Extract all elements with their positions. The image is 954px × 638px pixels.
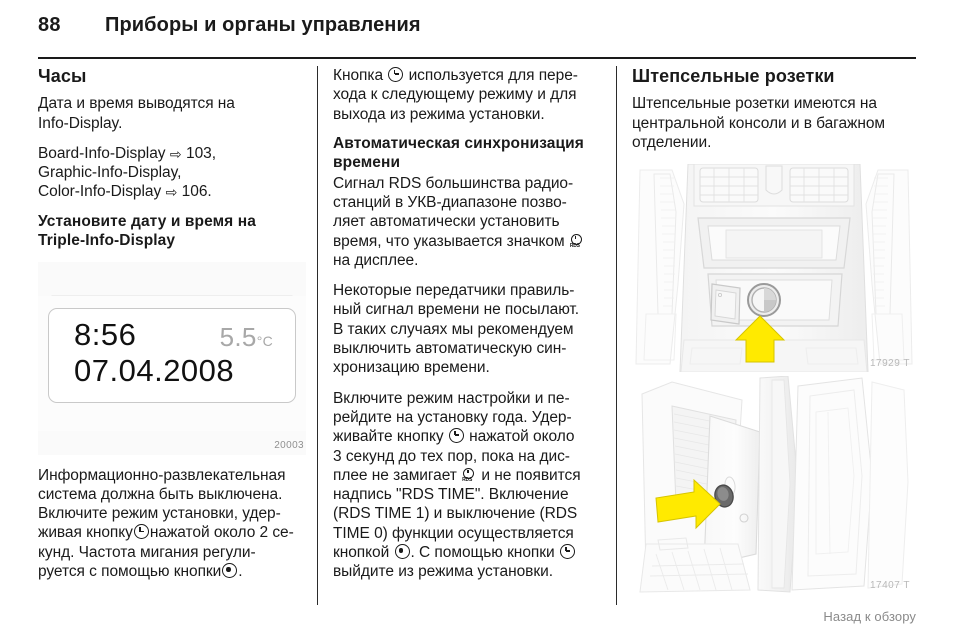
text-line: Установите дату и время на [38, 212, 256, 230]
paragraph-button-usage [333, 66, 601, 124]
text-line: Штепсельные розетки имеются на [632, 95, 877, 113]
text-line: В таких случаях мы рекомендуем [333, 320, 574, 338]
text-line: плее не замигает [333, 466, 457, 484]
text-line: Автоматическая синхронизация [333, 134, 584, 152]
text-line: руется с помощью кнопки [38, 563, 222, 581]
paragraph-transmitter-warning [333, 281, 601, 377]
text-line: время, что указывается значком [333, 232, 565, 250]
column-left [38, 66, 306, 581]
figure-reference-number: 17407 T [869, 580, 910, 592]
rds-clock-symbol-icon [462, 468, 476, 484]
clock-button-icon [449, 428, 464, 443]
section-heading-power-sockets: Штепсельные розетки [632, 66, 835, 86]
text-line: центральной консоли и в багажном [632, 114, 886, 132]
column-middle [333, 66, 601, 582]
column-divider-left [317, 66, 318, 605]
clock-display-panel [48, 308, 296, 403]
paragraph-display-references [38, 144, 306, 202]
text-line: Некоторые передатчики правиль- [333, 282, 575, 300]
text-line: 106. [181, 183, 212, 201]
text-line: выхода из режима установки. [333, 105, 545, 123]
text-line: нажатой около 2 се- [149, 524, 294, 542]
text-line: на дисплее. [333, 251, 419, 269]
paragraph-clock-intro [38, 94, 306, 133]
text-line: Triple-Info-Display [38, 231, 176, 249]
text-line: хода к следующему режиму и для [333, 86, 577, 104]
page-title: Приборы и органы управления [105, 14, 421, 36]
section-heading-clock: Часы [38, 66, 87, 86]
figure-center-console-socket [632, 164, 916, 372]
text-line: используется для пере- [408, 67, 578, 84]
text-line: выйдите из режима установки. [333, 563, 553, 581]
text-line: Информационно-развлекательная [38, 466, 286, 484]
dimmer-button-icon [395, 544, 410, 559]
text-line: Кнопка [333, 67, 384, 84]
text-line: времени [333, 153, 401, 171]
text-line: Color-Info-Display [38, 183, 162, 201]
page-reference-arrow-icon: ⇨ [165, 184, 178, 201]
paragraph-setting-instructions [38, 466, 306, 582]
page-header [38, 14, 916, 56]
figure-luggage-compartment-socket [632, 376, 916, 594]
clock-button-icon [134, 524, 149, 539]
column-divider-right [616, 66, 617, 605]
column-right [632, 66, 916, 594]
text-line: нажатой около [469, 428, 575, 446]
rds-symbol-label: RDS [569, 242, 580, 249]
text-line: TIME 0) функции осуществляется [333, 524, 574, 542]
text-line: 103, [186, 144, 216, 162]
clock-date-value: 07.04.2008 [74, 352, 235, 388]
text-line: Graphic-Info-Display, [38, 164, 182, 182]
text-line: . [238, 563, 243, 581]
figure-clock-display [38, 262, 306, 455]
figure-reference-number: 17929 T [869, 358, 910, 370]
subheading-set-date-time [38, 213, 306, 251]
text-line: живая кнопку [38, 524, 133, 542]
text-line: Board-Info-Display [38, 144, 166, 162]
text-line: отделении. [632, 133, 712, 151]
text-line: Info-Display. [38, 114, 123, 132]
text-line: Дата и время выводятся на [38, 95, 235, 113]
subheading-auto-time-sync [333, 135, 601, 173]
text-line: (RDS TIME 1) и выключение (RDS [333, 505, 578, 523]
dimmer-button-icon [222, 563, 237, 578]
text-line: система должна быть выключена. [38, 485, 283, 503]
rds-symbol-label: RDS [462, 476, 473, 483]
paragraph-rds-signal [333, 174, 601, 270]
text-line: ный сигнал времени не посылают. [333, 301, 580, 319]
text-line: и не появится [481, 466, 581, 484]
rds-clock-symbol-icon [570, 234, 584, 250]
figure-reference-number: 20003 [274, 439, 304, 451]
header-divider-rule [38, 57, 916, 59]
page-reference-arrow-icon: ⇨ [169, 145, 182, 162]
text-line: рейдите на установку года. Удер- [333, 408, 572, 426]
temperature-number: 5.5 [219, 321, 257, 352]
clock-button-icon [560, 544, 575, 559]
text-line: живайте кнопку [333, 428, 444, 446]
clock-temperature-value [220, 322, 273, 353]
center-console-illustration [632, 164, 916, 372]
luggage-compartment-illustration [632, 376, 916, 594]
clock-button-icon [388, 67, 403, 82]
text-line: станций в УКВ-диапазоне позво- [333, 194, 567, 211]
back-to-overview-link[interactable]: Назад к обзору [823, 609, 916, 624]
text-line: надпись "RDS TIME". Включение [333, 486, 569, 504]
paragraph-rds-time-procedure [333, 389, 601, 582]
text-line: кнопкой [333, 544, 390, 562]
temperature-unit: °C [256, 332, 273, 349]
text-line: 3 секунд до тех пор, пока на дис- [333, 447, 570, 465]
page-number: 88 [38, 14, 61, 36]
text-line: ляет автоматически установить [333, 213, 560, 231]
text-line: выключить автоматическую син- [333, 340, 567, 358]
clock-time-value: 8:56 [74, 316, 137, 352]
text-line: кунд. Частота мигания регули- [38, 543, 256, 561]
text-line: хронизацию времени. [333, 359, 490, 377]
text-line: Сигнал RDS большинства радио- [333, 174, 574, 192]
text-line: Включите режим установки, удер- [38, 505, 281, 523]
text-line: . С помощью кнопки [410, 544, 555, 562]
text-line: Включите режим настройки и пе- [333, 389, 570, 407]
paragraph-power-sockets-location [632, 94, 916, 152]
